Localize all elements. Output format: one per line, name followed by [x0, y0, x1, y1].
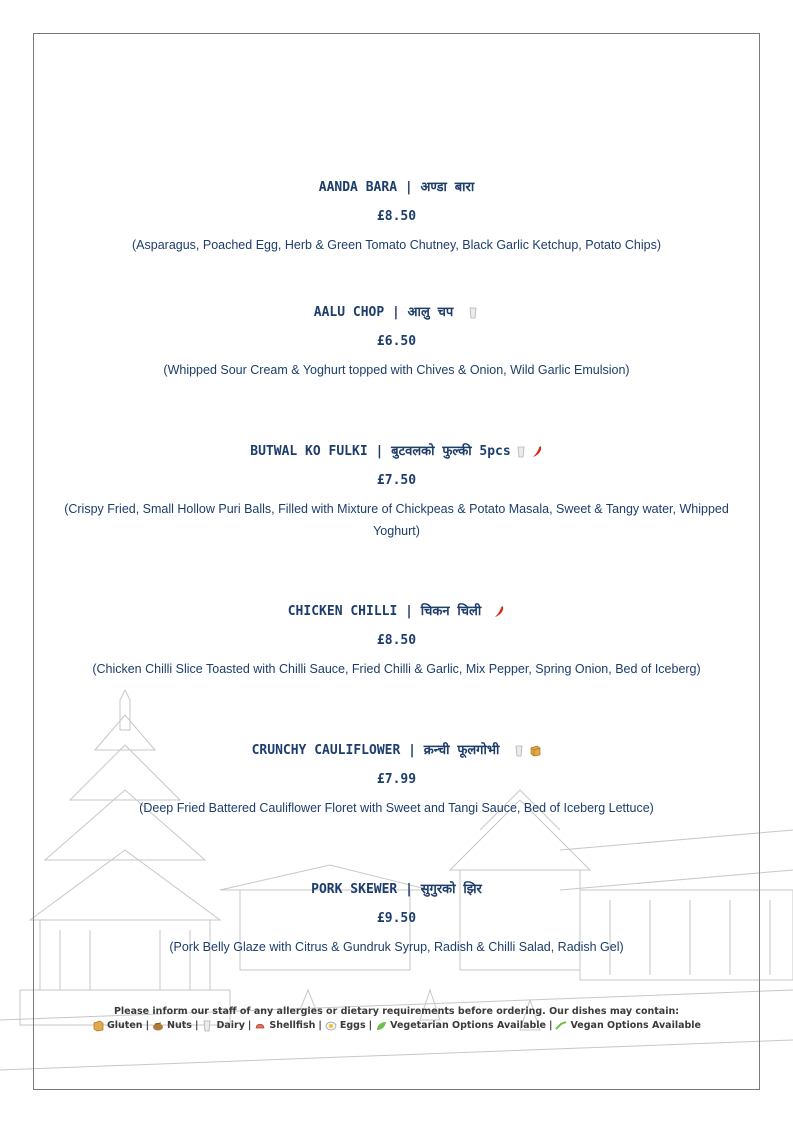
menu-item [40, 178, 753, 256]
allergen-legend [40, 1019, 753, 1033]
item-name: CRUNCHY CAULIFLOWER | क्रन्ची फूलगोभी [40, 741, 753, 761]
gluten-icon [92, 1020, 104, 1032]
legend-label-gluten: Gluten [106, 1020, 143, 1031]
item-description: (Asparagus, Poached Egg, Herb & Green Tomato Chutney, Black Garlic Ketchup, Potato Chips) [132, 238, 661, 252]
dairy-icon [513, 745, 525, 757]
dairy-icon [515, 446, 527, 458]
legend-label-dairy: Dairy [216, 1020, 245, 1031]
item-name: AALU CHOP | आलु चप [40, 303, 753, 323]
legend-label-nuts: Nuts [167, 1020, 192, 1031]
vegan-icon [555, 1020, 567, 1032]
item-description: (Pork Belly Glaze with Citrus & Gundruk Syrup, Radish & Chilli Salad, Radish Gel) [169, 940, 624, 954]
dairy-icon [467, 307, 479, 319]
item-description: (Deep Fried Battered Cauliflower Floret with Sweet and Tangi Sauce, Bed of Iceberg Lettuce) [139, 801, 654, 815]
item-name: PORK SKEWER | सुगुरको झिर [311, 882, 482, 897]
legend-separator: | [145, 1020, 150, 1031]
dairy-icon [201, 1020, 213, 1032]
menu-item [40, 303, 753, 381]
item-price: £7.50 [376, 473, 417, 488]
eggs-icon [325, 1020, 337, 1032]
legend-label-vegetarian: Vegetarian Options Available [390, 1020, 546, 1031]
item-name: AANDA BARA | अण्डा बारा [318, 180, 475, 195]
menu-item [40, 442, 753, 542]
chilli-icon [531, 446, 543, 458]
item-name: BUTWAL KO FULKI | बुटवलको फुल्की 5pcs [40, 442, 753, 462]
menu-item [40, 602, 753, 680]
item-price: £8.50 [376, 209, 417, 224]
item-price: £7.99 [376, 772, 417, 787]
legend-label-eggs: Eggs [339, 1020, 366, 1031]
legend-label-shellfish: Shellfish [269, 1020, 316, 1031]
legend-separator: | [194, 1020, 199, 1031]
allergy-footer [40, 1005, 753, 1033]
allergy-notice: Please inform our staff of any allergies or dietary requirements before ordering. Our dishes may contain: [113, 1006, 680, 1017]
vegetarian-icon [375, 1020, 387, 1032]
legend-separator: | [247, 1020, 252, 1031]
menu-item [40, 741, 753, 819]
item-price: £8.50 [376, 633, 417, 648]
item-name: CHICKEN CHILLI | चिकन चिली [40, 602, 753, 622]
shellfish-icon [254, 1020, 266, 1032]
menu-item [40, 880, 753, 958]
item-description: (Whipped Sour Cream & Yoghurt topped with Chives & Onion, Wild Garlic Emulsion) [163, 363, 630, 377]
item-description: (Crispy Fried, Small Hollow Puri Balls, Filled with Mixture of Chickpeas & Potato Masala, Sweet & Tangy water, Whipped Yoghurt) [64, 502, 729, 538]
chilli-icon [493, 606, 505, 618]
item-price: £6.50 [376, 334, 417, 349]
legend-label-vegan: Vegan Options Available [570, 1020, 701, 1031]
item-price: £9.50 [376, 911, 417, 926]
nuts-icon [152, 1020, 164, 1032]
legend-separator: | [548, 1020, 553, 1031]
gluten-icon [529, 745, 541, 757]
item-description: (Chicken Chilli Slice Toasted with Chilli Sauce, Fried Chilli & Garlic, Mix Pepper, Spring Onion, Bed of Iceberg) [92, 662, 701, 676]
legend-separator: | [318, 1020, 322, 1031]
legend-separator: | [368, 1020, 373, 1031]
